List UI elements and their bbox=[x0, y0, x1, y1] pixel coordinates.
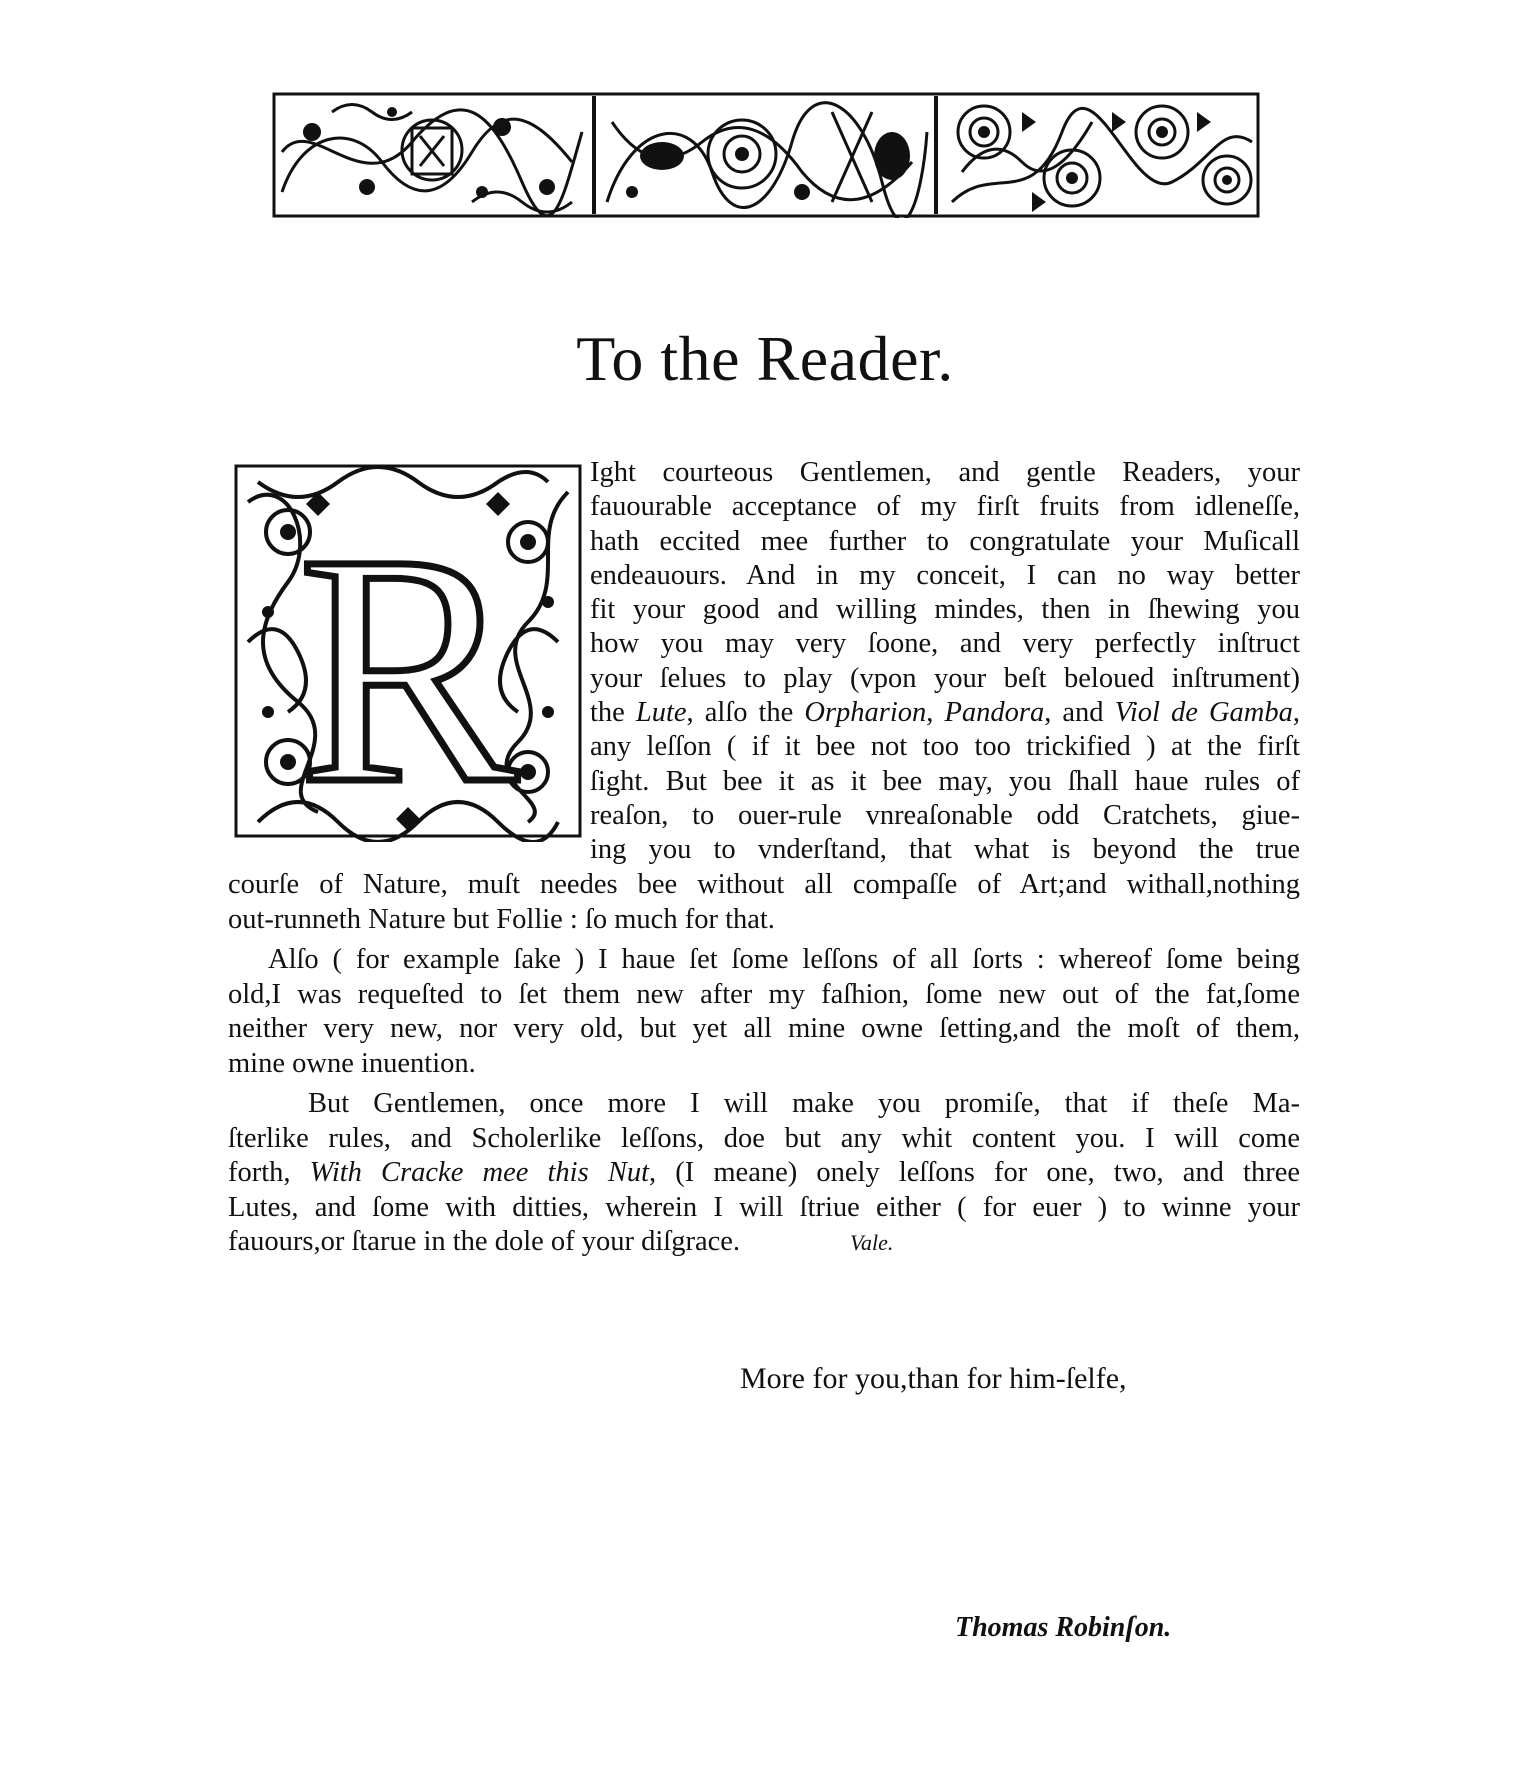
text-run: the bbox=[590, 697, 636, 729]
vale-word: Vale. bbox=[850, 1230, 894, 1255]
text-line: any leſſon ( if it bee not too too trickified ) at the firſt bbox=[590, 731, 1300, 763]
text-line: fit your good and willing mindes, then in ſhewing you bbox=[590, 594, 1300, 626]
text-line: fauourable acceptance of my firſt fruits from idleneſſe, bbox=[590, 491, 1300, 523]
text-line: courſe of Nature, muſt needes bee without all compaſſe of Art;and withall,nothing bbox=[228, 869, 1300, 900]
text-line: endeauours. And in my conceit, I can no way better bbox=[590, 559, 1300, 591]
text-run: forth, bbox=[228, 1157, 310, 1188]
text-line: Lutes, and ſome with ditties, wherein I will ſtriue either ( for euer ) to winne your bbox=[228, 1191, 1300, 1223]
text-line: reaſon, to ouer-rule vnreaſonable odd Cratchets, giue- bbox=[590, 799, 1300, 831]
ornamental-initial-icon bbox=[228, 462, 588, 842]
text-run: fauours,or ſtarue in the dole of your diſgrace. bbox=[228, 1226, 741, 1257]
instrument-pandora: Pandora bbox=[944, 697, 1045, 729]
ornamental-headpiece bbox=[272, 92, 1260, 218]
body-text bbox=[228, 868, 1300, 1261]
text-line: mine owne inuention. bbox=[228, 1047, 476, 1079]
text-line: how you may very ſoone, and very perfectly inſtruct bbox=[590, 628, 1300, 660]
text-run: , (I meane) onely leſſons for one, two, and three bbox=[649, 1157, 1300, 1188]
text-line: old,I was requeſted to ſet them new after my faſhion, ſome new out of the fat,ſome bbox=[228, 978, 1300, 1010]
text-line: ſight. But bee it as it bee may, you ſhall haue rules of bbox=[590, 765, 1300, 797]
text-line: But Gentlemen, once more I will make you promiſe, that if theſe Ma- bbox=[308, 1088, 1300, 1119]
paragraph-1-beside-initial bbox=[590, 456, 1300, 868]
text-line: Ight courteous Gentlemen, and gentle Readers, your bbox=[590, 457, 1300, 488]
decorated-initial bbox=[228, 462, 588, 842]
text-line: hath eccited mee further to congratulate your Muſicall bbox=[590, 525, 1300, 557]
text-line: out-runneth Nature but Follie : ſo much for that. bbox=[228, 903, 775, 935]
instrument-lute: Lute bbox=[635, 697, 687, 729]
text-line: ing you to vnderſtand, that what is beyond the true bbox=[590, 834, 1300, 866]
text-run: , alſo the bbox=[686, 697, 805, 729]
closing-line: More for you,than for him-ſelfe, bbox=[740, 1362, 1127, 1395]
text-line: your ſelues to play (vpon your beſt beloued inſtrument) bbox=[590, 662, 1300, 694]
book-title-italic: With Cracke mee this Nut bbox=[309, 1157, 650, 1188]
headpiece-ornament-icon bbox=[272, 92, 1260, 218]
text-line: neither very new, nor very old, but yet all mine owne ſetting,and the moſt of them, bbox=[228, 1013, 1300, 1044]
text-line: Alſo ( for example ſake ) I haue ſet ſome leſſons of all ſorts : whereof ſome being bbox=[268, 944, 1300, 975]
text-run: , and bbox=[1044, 697, 1115, 729]
text-line-last bbox=[228, 1225, 1300, 1261]
instrument-viol: Viol de Gamba bbox=[1114, 697, 1293, 729]
text-run: , bbox=[1292, 697, 1300, 729]
signature: Thomas Robinſon. bbox=[955, 1612, 1172, 1643]
text-line-instruments bbox=[590, 696, 1300, 730]
text-line: ſterlike rules, and Scholerlike leſſons, doe but any whit content you. I will come bbox=[228, 1122, 1300, 1154]
text-run: , bbox=[926, 697, 945, 729]
page-title: To the Reader. bbox=[576, 323, 954, 394]
instrument-orpharion: Orpharion bbox=[804, 697, 927, 729]
text-line-nut bbox=[228, 1156, 1300, 1191]
initial-letter: R bbox=[297, 487, 519, 842]
